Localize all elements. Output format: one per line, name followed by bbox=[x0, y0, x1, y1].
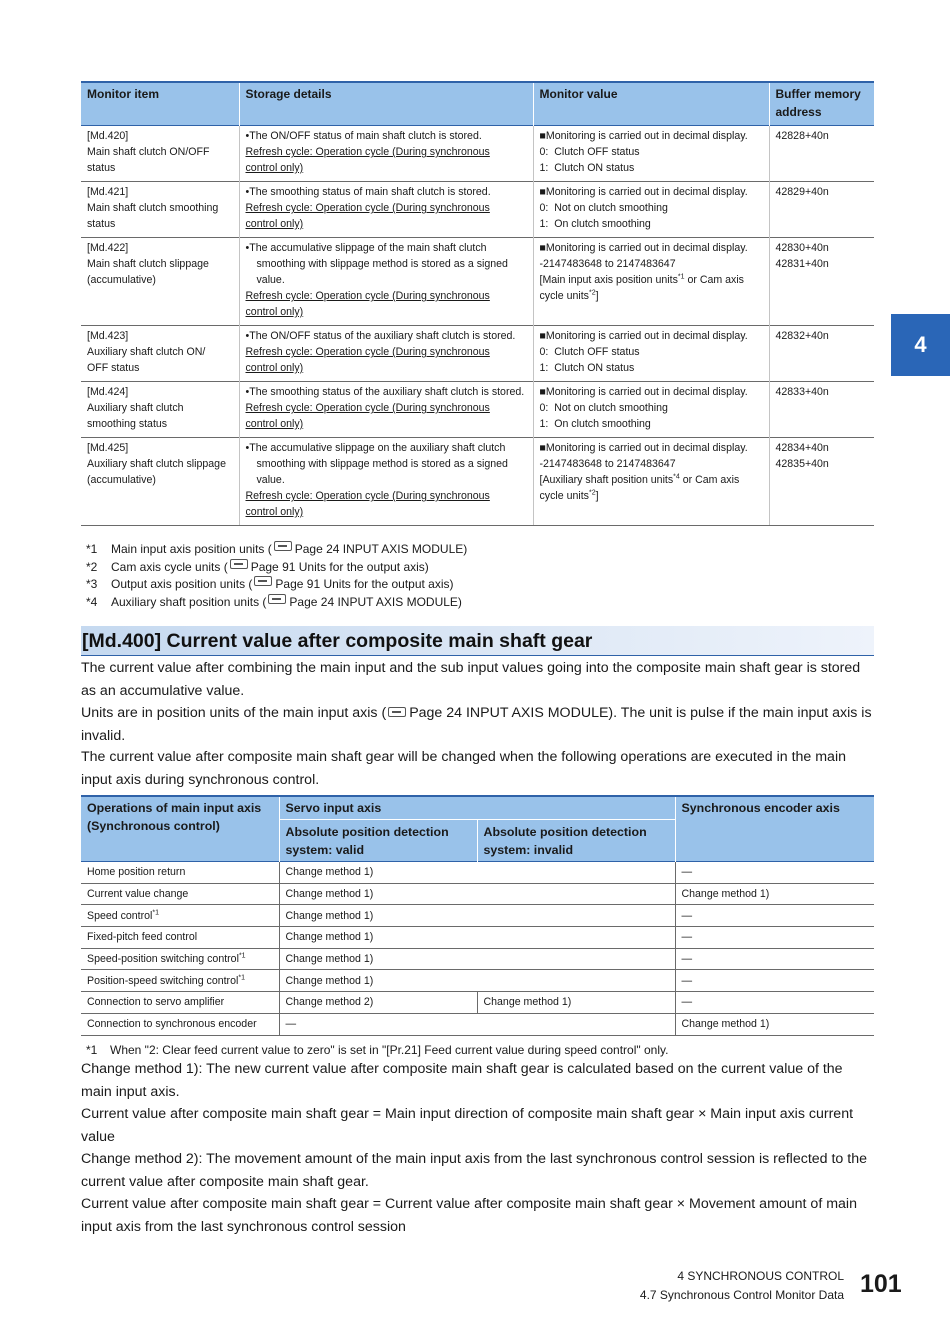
refresh-cycle: Refresh cycle: Operation cycle (During synchronous bbox=[245, 290, 490, 302]
address-line: 42835+40n bbox=[775, 458, 829, 470]
value-units: [Auxiliary shaft position units$^{*4}$ or Cam axis cycle units$^{*2}$] bbox=[539, 473, 740, 502]
section-title: [Md.400] Current value after composite main shaft gear bbox=[82, 630, 593, 652]
encoder-method: — bbox=[675, 948, 874, 970]
operation-name: Fixed-pitch feed control bbox=[81, 927, 279, 949]
table-row bbox=[81, 905, 874, 927]
storage-details bbox=[239, 326, 533, 382]
footnote: *4 Auxiliary shaft position units ( Page 24 INPUT AXIS MODULE) bbox=[86, 594, 467, 612]
value-line: 0: Clutch OFF status bbox=[539, 346, 640, 358]
refresh-cycle: control only) bbox=[245, 362, 304, 374]
table-row bbox=[81, 970, 874, 992]
footnotes bbox=[86, 541, 467, 611]
page-reference-icon bbox=[274, 541, 292, 551]
refresh-cycle: control only) bbox=[245, 418, 304, 430]
operation-name: Speed-position switching control$^{*1}$ bbox=[81, 948, 279, 970]
item-name: Auxiliary shaft clutch slippage bbox=[87, 458, 226, 470]
servo-invalid-method: Change method 1) bbox=[477, 992, 675, 1014]
address-line: 42831+40n bbox=[775, 258, 829, 270]
value-line: ■Monitoring is carried out in decimal display. bbox=[539, 130, 748, 142]
refresh-cycle: Refresh cycle: Operation cycle (During synchronous bbox=[245, 402, 490, 414]
servo-method: Change method 1) bbox=[279, 862, 675, 884]
monitor-value bbox=[533, 326, 769, 382]
table-row bbox=[81, 948, 874, 970]
value-line: 0: Not on clutch smoothing bbox=[539, 402, 668, 414]
servo-method: — bbox=[279, 1013, 675, 1035]
storage-bullet: •The accumulative slippage of the main shaft clutch smoothing with slippage method is stored as a signed value. bbox=[245, 242, 508, 286]
monitor-value bbox=[533, 438, 769, 526]
table-row bbox=[81, 927, 874, 949]
value-line: 0: Not on clutch smoothing bbox=[539, 202, 668, 214]
item-code: [Md.423] bbox=[87, 330, 129, 342]
monitor-item bbox=[81, 382, 239, 438]
item-name: Main shaft clutch smoothing bbox=[87, 202, 219, 214]
storage-bullet: •The accumulative slippage on the auxiliary shaft clutch smoothing with slippage method is stored as a signed value. bbox=[245, 442, 508, 486]
servo-method: Change method 1) bbox=[279, 883, 675, 905]
encoder-method: Change method 1) bbox=[675, 1013, 874, 1035]
item-code: [Md.420] bbox=[87, 130, 129, 142]
item-name: Main shaft clutch slippage bbox=[87, 258, 209, 270]
refresh-cycle: control only) bbox=[245, 506, 304, 518]
item-name: (accumulative) bbox=[87, 474, 156, 486]
monitor-value bbox=[533, 238, 769, 326]
operation-name: Connection to servo amplifier bbox=[81, 992, 279, 1014]
storage-bullet: •The smoothing status of main shaft clutch is stored. bbox=[245, 186, 491, 198]
operation-name: Position-speed switching control$^{*1}$ bbox=[81, 970, 279, 992]
monitor-item bbox=[81, 438, 239, 526]
refresh-cycle: control only) bbox=[245, 306, 304, 318]
monitor-value bbox=[533, 182, 769, 238]
value-line: -2147483648 to 2147483647 bbox=[539, 258, 676, 270]
page-number: 101 bbox=[860, 1270, 902, 1298]
encoder-method: — bbox=[675, 970, 874, 992]
table-row bbox=[81, 126, 874, 182]
value-line: 0: Clutch OFF status bbox=[539, 146, 640, 158]
storage-bullet: •The ON/OFF status of main shaft clutch is stored. bbox=[245, 130, 482, 142]
footer-section: 4.7 Synchronous Control Monitor Data bbox=[639, 1287, 844, 1302]
storage-details bbox=[239, 126, 533, 182]
table-row bbox=[81, 182, 874, 238]
section-header bbox=[81, 626, 874, 656]
monitor-value bbox=[533, 382, 769, 438]
footnote: *2 Cam axis cycle units ( Page 91 Units for the output axis) bbox=[86, 559, 467, 577]
method-1-formula: Current value after composite main shaft gear = Main input direction of composite main shaft gear × Main input axis current value bbox=[81, 1106, 854, 1145]
method-1-text: Change method 1): The new current value after composite main shaft gear is calculated based on the current value of the main input axis. bbox=[81, 1061, 843, 1100]
header-abs-invalid: Absolute position detection system: invalid bbox=[477, 820, 675, 862]
item-name: Auxiliary shaft clutch ON/ bbox=[87, 346, 206, 358]
page-reference-link[interactable]: Page 24 INPUT AXIS MODULE) bbox=[289, 594, 462, 609]
page-reference-link[interactable]: Page 91 Units for the output axis) bbox=[250, 559, 429, 574]
header-abs-valid: Absolute position detection system: valid bbox=[279, 820, 477, 862]
item-code: [Md.422] bbox=[87, 242, 129, 254]
servo-method: Change method 1) bbox=[279, 970, 675, 992]
intro-paragraph: The current value after composite main shaft gear will be changed when the following operations are executed in the main input axis during synchronous control. bbox=[81, 749, 846, 788]
footnote: *3 Output axis position units ( Page 91 Units for the output axis) bbox=[86, 576, 467, 594]
page-reference-link[interactable]: Page 91 Units for the output axis) bbox=[275, 577, 454, 591]
refresh-cycle: Refresh cycle: Operation cycle (During synchronous bbox=[245, 490, 490, 502]
encoder-method: — bbox=[675, 927, 874, 949]
value-units: [Main input axis position units$^{*1}$ or Cam axis cycle units$^{*2}$] bbox=[539, 273, 744, 302]
header-storage-details: Storage details bbox=[239, 82, 533, 126]
monitor-value bbox=[533, 126, 769, 182]
operation-name: Home position return bbox=[81, 862, 279, 884]
item-name: status bbox=[87, 162, 116, 174]
page-reference-icon bbox=[268, 594, 286, 604]
operations-table-header bbox=[81, 796, 874, 820]
footnote: *1 Main input axis position units ( Page 24 INPUT AXIS MODULE) bbox=[86, 541, 467, 559]
value-line: 1: Clutch ON status bbox=[539, 362, 635, 374]
refresh-cycle: Refresh cycle: Operation cycle (During synchronous bbox=[245, 346, 490, 358]
buffer-address bbox=[769, 182, 874, 238]
value-line: 1: On clutch smoothing bbox=[539, 218, 651, 230]
footer-chapter: 4 SYNCHRONOUS CONTROL bbox=[677, 1269, 844, 1283]
address-line: 42832+40n bbox=[775, 330, 829, 342]
address-line: 42834+40n bbox=[775, 442, 829, 454]
monitor-item bbox=[81, 126, 239, 182]
item-name: Main shaft clutch ON/OFF bbox=[87, 146, 210, 158]
monitor-item bbox=[81, 182, 239, 238]
header-servo-input-axis: Servo input axis bbox=[279, 796, 675, 820]
operation-name: Connection to synchronous encoder bbox=[81, 1013, 279, 1035]
storage-bullet: •The smoothing status of the auxiliary shaft clutch is stored. bbox=[245, 386, 525, 398]
table-row bbox=[81, 326, 874, 382]
encoder-method: — bbox=[675, 992, 874, 1014]
header-monitor-value: Monitor value bbox=[533, 82, 769, 126]
buffer-address bbox=[769, 326, 874, 382]
item-code: [Md.424] bbox=[87, 386, 129, 398]
value-line: ■Monitoring is carried out in decimal display. bbox=[539, 242, 748, 254]
value-line: -2147483648 to 2147483647 bbox=[539, 458, 676, 470]
monitor-table bbox=[81, 81, 874, 526]
encoder-method: — bbox=[675, 862, 874, 884]
encoder-method: Change method 1) bbox=[675, 883, 874, 905]
refresh-cycle: control only) bbox=[245, 218, 304, 230]
monitor-item bbox=[81, 238, 239, 326]
header-monitor-item: Monitor item bbox=[81, 82, 239, 126]
page-reference-link[interactable]: Page 24 INPUT AXIS MODULE). The unit is pulse if the main input axis is invalid. bbox=[81, 705, 872, 744]
monitor-item bbox=[81, 326, 239, 382]
item-name: status bbox=[87, 218, 116, 230]
servo-method: Change method 1) bbox=[279, 948, 675, 970]
address-line: 42833+40n bbox=[775, 386, 829, 398]
buffer-address bbox=[769, 126, 874, 182]
header-sync-encoder-axis: Synchronous encoder axis bbox=[675, 796, 874, 862]
value-line: 1: Clutch ON status bbox=[539, 162, 635, 174]
monitor-table-header bbox=[81, 82, 874, 126]
address-line: 42829+40n bbox=[775, 186, 829, 198]
header-operations: Operations of main input axis (Synchronous control) bbox=[81, 796, 279, 862]
item-name: (accumulative) bbox=[87, 274, 156, 286]
value-line: ■Monitoring is carried out in decimal display. bbox=[539, 386, 748, 398]
table-row bbox=[81, 1013, 874, 1035]
table-row bbox=[81, 883, 874, 905]
servo-method: Change method 1) bbox=[279, 927, 675, 949]
table-row bbox=[81, 862, 874, 884]
item-code: [Md.425] bbox=[87, 442, 129, 454]
storage-details bbox=[239, 238, 533, 326]
intro-paragraph: The current value after combining the main input and the sub input values going into the composite main shaft gear is stored as an accumulative value. bbox=[81, 660, 861, 699]
operations-table bbox=[81, 795, 874, 1036]
storage-details bbox=[239, 438, 533, 526]
table-row bbox=[81, 382, 874, 438]
page-footer bbox=[640, 1267, 844, 1304]
storage-details bbox=[239, 182, 533, 238]
chapter-tab[interactable]: 4 bbox=[891, 314, 950, 376]
address-line: 42828+40n bbox=[775, 130, 829, 142]
operations-footnote: *1 When "2: Clear feed current value to zero" is set in "[Pr.21] Feed current value during speed control" only. bbox=[86, 1043, 669, 1057]
intro-paragraph: Units are in position units of the main input axis ( Page 24 INPUT AXIS MODULE). The unit is pulse if the main input axis is invalid. bbox=[81, 705, 872, 744]
refresh-cycle: Refresh cycle: Operation cycle (During synchronous bbox=[245, 202, 490, 214]
operation-name: Speed control$^{*1}$ bbox=[81, 905, 279, 927]
method-2-formula: Current value after composite main shaft gear = Current value after composite main shaft gear × Movement amount of main input axis from the last synchronous control session bbox=[81, 1196, 857, 1235]
method-2-text: Change method 2): The movement amount of the main input axis from the last synchronous control session is reflected to the current value after composite main shaft gear. bbox=[81, 1151, 867, 1190]
item-name: OFF status bbox=[87, 362, 140, 374]
item-code: [Md.421] bbox=[87, 186, 129, 198]
table-row bbox=[81, 992, 874, 1014]
encoder-method: — bbox=[675, 905, 874, 927]
storage-bullet: •The ON/OFF status of the auxiliary shaft clutch is stored. bbox=[245, 330, 516, 342]
item-name: smoothing status bbox=[87, 418, 168, 430]
page-reference-icon bbox=[388, 707, 406, 717]
servo-method: Change method 1) bbox=[279, 905, 675, 927]
value-line: 1: On clutch smoothing bbox=[539, 418, 651, 430]
buffer-address bbox=[769, 438, 874, 526]
page-reference-icon bbox=[254, 576, 272, 586]
operation-name: Current value change bbox=[81, 883, 279, 905]
value-line: ■Monitoring is carried out in decimal display. bbox=[539, 186, 748, 198]
servo-valid-method: Change method 2) bbox=[279, 992, 477, 1014]
value-line: ■Monitoring is carried out in decimal display. bbox=[539, 330, 748, 342]
refresh-cycle: control only) bbox=[245, 162, 304, 174]
value-line: ■Monitoring is carried out in decimal display. bbox=[539, 442, 748, 454]
header-buffer-address: Buffer memory address bbox=[769, 82, 874, 126]
item-name: Auxiliary shaft clutch bbox=[87, 402, 184, 414]
address-line: 42830+40n bbox=[775, 242, 829, 254]
page-reference-icon bbox=[230, 559, 248, 569]
page-reference-link[interactable]: Page 24 INPUT AXIS MODULE) bbox=[294, 542, 468, 556]
table-row bbox=[81, 438, 874, 526]
buffer-address bbox=[769, 382, 874, 438]
refresh-cycle: Refresh cycle: Operation cycle (During synchronous bbox=[245, 146, 490, 158]
buffer-address bbox=[769, 238, 874, 326]
storage-details bbox=[239, 382, 533, 438]
table-row bbox=[81, 238, 874, 326]
